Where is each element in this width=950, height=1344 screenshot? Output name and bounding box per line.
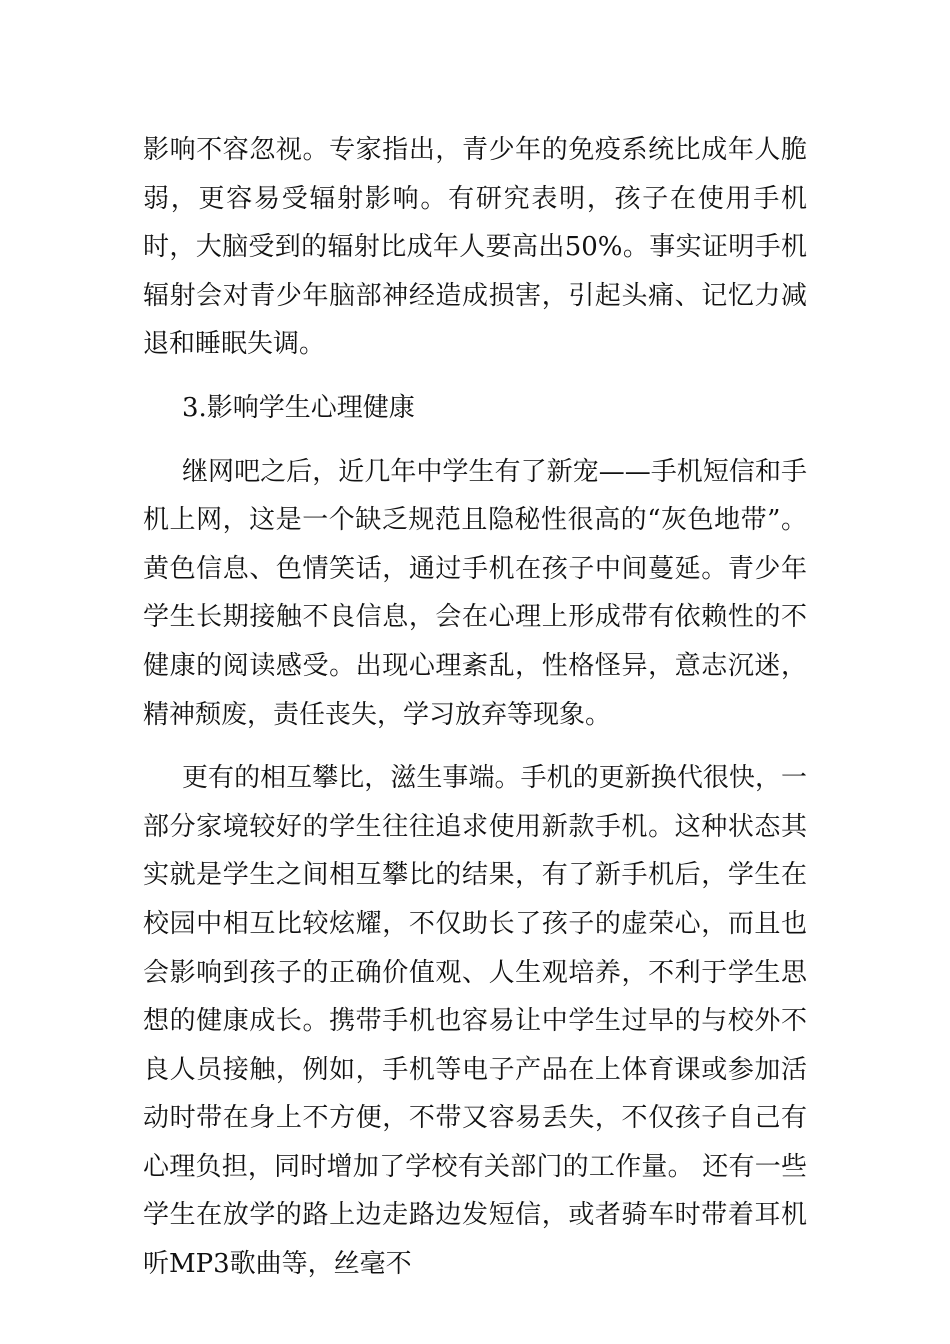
paragraph-comparison: 更有的相互攀比，滋生事端。手机的更新换代很快，一部分家境较好的学生往往追求使用新款手机。这种状态其实就是学生之间相互攀比的结果，有了新手机后，学生在校园中相互比较炫耀，不仅助长了孩子的虚荣心，而且也会影响到孩子的正确价值观、人生观培养，不利于学生思想的健康成长。携带手机也容易让中学生过早的与校外不良人员接触，例如，手机等电子产品在上体育课或参加活动时带在身上不方便，不带又容易丢失，不仅孩子自己有心理负担，同时增加了学校有关部门的工作量。 还有一些学生在放学的路上边走路边发短信，或者骑车时带着耳机听MP3歌曲等，丝毫不 <box>143 763 807 1280</box>
paragraph-gray-zone: 继网吧之后，近几年中学生有了新宠——手机短信和手机上网，这是一个缺乏规范且隐秘性很高的“灰色地带”。黄色信息、色情笑话，通过手机在孩子中间蔓延。青少年学生长期接触不良信息，会在心理上形成带有依赖性的不健康的阅读感受。出现心理紊乱，性格怪异，意志沉迷，精神颓废，责任丧失，学习放弃等现象。 <box>143 456 807 730</box>
section-heading-mental-health: 3.影响学生心理健康 <box>182 392 415 423</box>
paragraph-radiation-effects: 影响不容忽视。专家指出，青少年的免疫系统比成年人脆弱，更容易受辐射影响。有研究表明，孩子在使用手机时，大脑受到的辐射比成年人要高出50%。事实证明手机辐射会对青少年脑部神经造成损害，引起头痛、记忆力减退和睡眠失调。 <box>143 135 807 360</box>
document-body <box>143 126 807 1289</box>
